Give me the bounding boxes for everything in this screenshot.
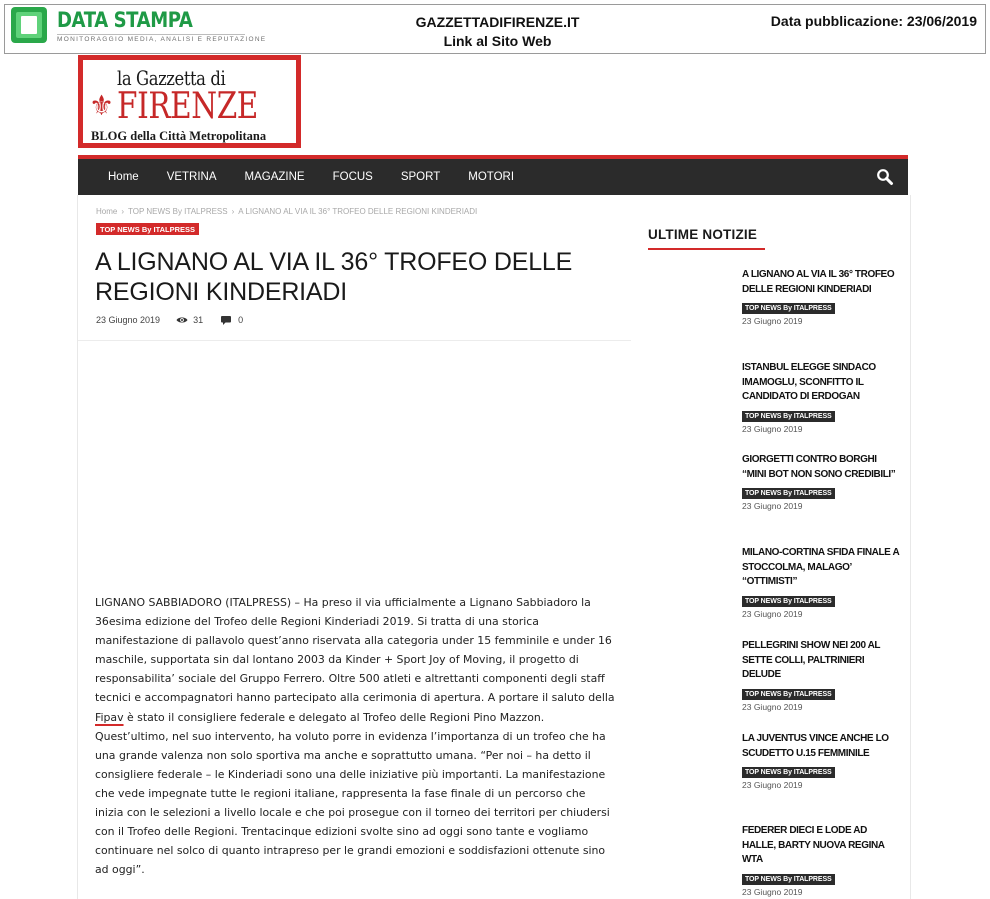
news-category-badge[interactable]: TOP NEWS By ITALPRESS xyxy=(742,488,835,499)
article-title: A LIGNANO AL VIA IL 36° TROFEO DELLE REGIONI KINDERIADI xyxy=(95,248,573,306)
nav-item-home[interactable]: Home xyxy=(108,171,139,183)
nav-item-vetrina[interactable]: VETRINA xyxy=(166,171,217,183)
data-stampa-logo xyxy=(11,7,267,47)
breadcrumb-current: A LIGNANO AL VIA IL 36° TROFEO DELLE REGIONI KINDERIADI xyxy=(238,207,478,216)
comments-icon[interactable] xyxy=(221,316,231,325)
breadcrumb-separator-icon: › xyxy=(231,207,235,216)
logo-line-3: BLOG della Città Metropolitana xyxy=(91,129,267,143)
sidebar-title: ULTIME NOTIZIE xyxy=(648,227,758,242)
search-icon[interactable] xyxy=(876,168,894,186)
gazzetta-firenze-logo[interactable] xyxy=(78,55,301,148)
sidebar-news-item[interactable] xyxy=(742,732,902,791)
nav-item-magazine[interactable]: MAGAZINE xyxy=(244,171,305,183)
news-category-badge[interactable]: TOP NEWS By ITALPRESS xyxy=(742,767,835,778)
sidebar-news-item[interactable] xyxy=(742,639,902,713)
news-title[interactable]: LA JUVENTUS VINCE ANCHE LO SCUDETTO U.15 FEMMINILE xyxy=(742,733,889,759)
news-title[interactable]: MILANO-CORTINA SFIDA FINALE A STOCCOLMA, MALAGO’ “OTTIMISTI” xyxy=(742,547,899,588)
title-divider xyxy=(78,340,631,341)
logo-line-1: la Gazzetta di xyxy=(117,66,226,90)
news-date: 23 Giugno 2019 xyxy=(742,702,803,713)
news-title[interactable]: PELLEGRINI SHOW NEI 200 AL SETTE COLLI, PALTRINIERI DELUDE xyxy=(742,640,880,681)
data-stampa-logo-icon xyxy=(11,7,47,43)
news-title[interactable]: GIORGETTI CONTRO BORGHI “MINI BOT NON SONO CREDIBILI” xyxy=(742,454,896,480)
news-title[interactable]: ISTANBUL ELEGGE SINDACO IMAMOGLU, SCONFITTO IL CANDIDATO DI ERDOGAN xyxy=(742,362,876,403)
nav-menu xyxy=(94,159,528,195)
sidebar-news-item[interactable] xyxy=(742,824,902,898)
sidebar-title-underline xyxy=(648,248,765,250)
source-site xyxy=(375,13,620,51)
news-title[interactable]: A LIGNANO AL VIA IL 36° TROFEO DELLE REGIONI KINDERIADI xyxy=(742,269,895,295)
news-category-badge[interactable]: TOP NEWS By ITALPRESS xyxy=(742,874,835,885)
article-body-part-1: LIGNANO SABBIADORO (ITALPRESS) – Ha preso il via ufficialmente a Lignano Sabbiadoro la 36esima edizione del Trofeo delle Regioni Kinderiadi 2019. Si tratta di una storica manifestazione di pallavolo quest’anno riservata alla categoria under 15 femminile e under 16 maschile, supportata sin dal lontano 2003 da Kinder + Sport Joy of Moving, il progetto di responsabilita’ sociale del Gruppo Ferrero. Oltre 500 atleti e altrettanti componenti degli staff tecnici e accompagnatori hanno partecipato alla cerimonia di apertura. A portare il saluto della xyxy=(95,596,615,705)
article-body-part-2: è stato il consigliere federale e delegato al Trofeo delle Regioni Pino Mazzon. Quest’ultimo, nel suo intervento, ha voluto porre in evidenza l’importanza di un trofeo che ha una grande valenza non solo sportiva ma anche e soprattutto umana. “Per noi – ha detto il consigliere federale – le Kinderiadi sono una delle iniziative più importanti. La manifestazione che vede impegnate tutte le regioni italiane, rappresenta la fase finale di un percorso che inizia con le selezioni a livello locale e che poi prosegue con il torneo dei territori per chiudersi con il Trofeo delle Regioni. Trentacinque edizioni svolte sino ad oggi sono tante e vogliamo continuare nel solco di quanto intrapreso per le grandi emozioni e soddisfazioni ottenute sino ad oggi”. xyxy=(95,710,610,877)
news-category-badge[interactable]: TOP NEWS By ITALPRESS xyxy=(742,596,835,607)
florence-lily-icon: ⚜ xyxy=(89,90,115,121)
breadcrumb xyxy=(96,207,477,216)
source-site-name: GAZZETTADIFIRENZE.IT xyxy=(415,14,580,30)
article-meta xyxy=(96,315,243,325)
breadcrumb-separator-icon: › xyxy=(121,207,125,216)
publication-date: Data pubblicazione: 23/06/2019 xyxy=(770,13,977,29)
main-navigation xyxy=(78,155,908,195)
sidebar-news-item[interactable] xyxy=(742,546,902,620)
comments-count[interactable]: 0 xyxy=(238,315,244,325)
fipav-link[interactable]: Fipav xyxy=(95,710,124,724)
nav-item-motori[interactable]: MOTORI xyxy=(468,171,515,183)
news-date: 23 Giugno 2019 xyxy=(742,780,803,791)
news-category-badge[interactable]: TOP NEWS By ITALPRESS xyxy=(742,411,835,422)
data-stampa-tagline: MONITORAGGIO MEDIA, ANALISI E REPUTAZIONE xyxy=(57,36,267,43)
news-category-badge[interactable]: TOP NEWS By ITALPRESS xyxy=(742,303,835,314)
data-stampa-brand-name: DATA STAMPA xyxy=(57,8,193,32)
article-body xyxy=(95,593,617,879)
sidebar-news-item[interactable] xyxy=(742,453,902,512)
sidebar-news-item[interactable] xyxy=(742,361,902,435)
sidebar-news-item[interactable] xyxy=(742,268,902,327)
breadcrumb-category[interactable]: TOP NEWS By ITALPRESS xyxy=(128,207,228,216)
news-date: 23 Giugno 2019 xyxy=(742,887,803,898)
news-date: 23 Giugno 2019 xyxy=(742,609,803,620)
category-badge[interactable]: TOP NEWS By ITALPRESS xyxy=(96,223,199,235)
breadcrumb-home[interactable]: Home xyxy=(96,207,118,216)
article-date: 23 Giugno 2019 xyxy=(96,315,161,325)
nav-item-sport[interactable]: SPORT xyxy=(400,171,441,183)
nav-item-focus[interactable]: FOCUS xyxy=(332,171,373,183)
press-clipping-header xyxy=(4,4,986,54)
views-count: 31 xyxy=(193,315,204,325)
eye-icon xyxy=(176,316,188,324)
logo-line-2: FIRENZE xyxy=(117,86,258,127)
news-title[interactable]: FEDERER DIECI E LODE AD HALLE, BARTY NUOVA REGINA WTA xyxy=(742,825,885,866)
news-date: 23 Giugno 2019 xyxy=(742,501,803,512)
news-date: 23 Giugno 2019 xyxy=(742,316,803,327)
source-site-link[interactable]: Link al Sito Web xyxy=(443,33,552,49)
news-category-badge[interactable]: TOP NEWS By ITALPRESS xyxy=(742,689,835,700)
news-date: 23 Giugno 2019 xyxy=(742,424,803,435)
